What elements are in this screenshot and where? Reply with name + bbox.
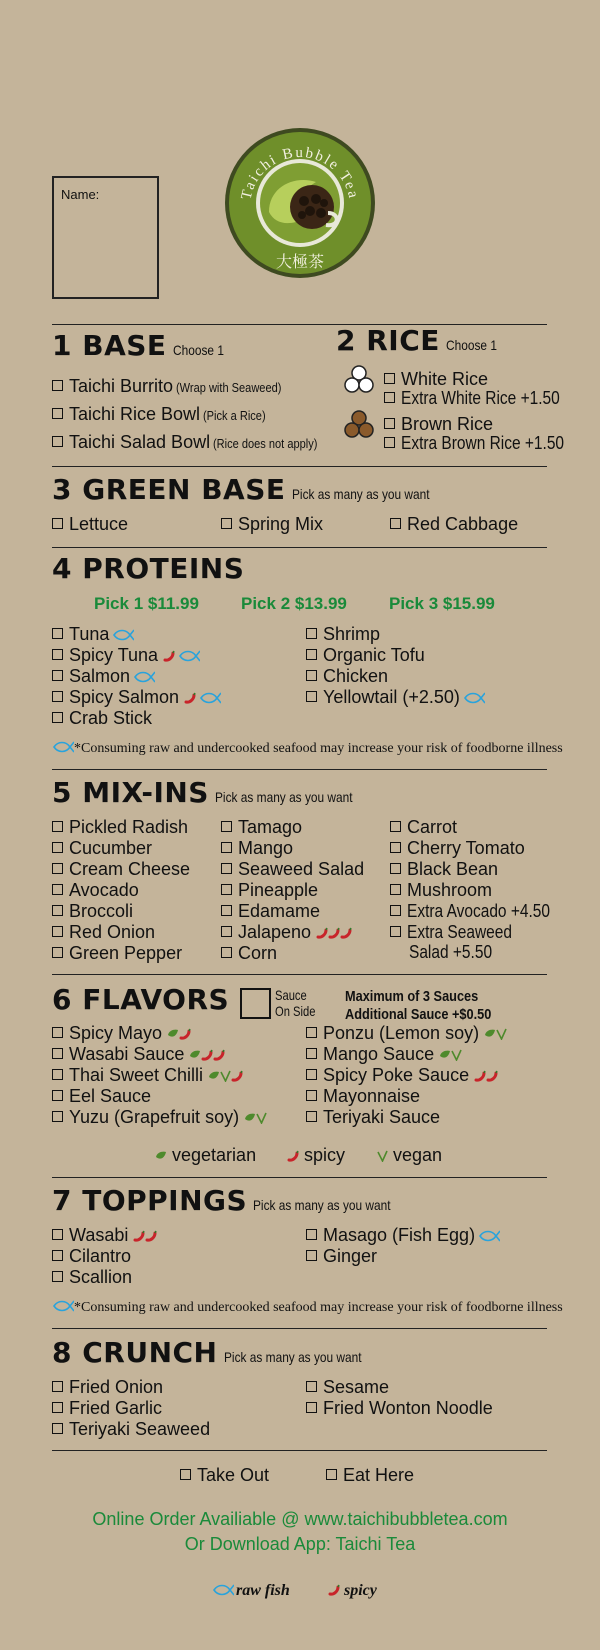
checkbox[interactable] [221,821,232,832]
checkbox[interactable] [390,518,401,529]
flavor-teriyaki-sauce[interactable]: Teriyaki Sauce [306,1107,440,1128]
divider [52,1177,547,1178]
checkbox[interactable] [306,649,317,660]
checkbox[interactable] [52,1048,63,1059]
mixin-item[interactable]: Carrot [390,817,457,838]
mixin-item[interactable]: Black Bean [390,859,498,880]
topping-ginger[interactable]: Ginger [306,1246,377,1267]
legend-spicy-footer: spicy [328,1582,377,1600]
checkbox[interactable] [221,842,232,853]
checkbox[interactable] [390,884,401,895]
mixin-item[interactable]: Avocado [52,880,139,901]
rice-option-brown[interactable]: Brown Rice [384,414,493,435]
vegetarian-icon [439,1049,451,1061]
checkbox[interactable] [306,1250,317,1261]
checkbox[interactable] [52,863,63,874]
mixin-item[interactable]: Tamago [221,817,302,838]
checkbox[interactable] [390,905,401,916]
mixin-item[interactable]: Cucumber [52,838,152,859]
mixin-item[interactable]: Seaweed Salad [221,859,364,880]
vegetarian-icon [244,1112,256,1124]
protein-tuna[interactable]: Tuna [52,624,134,645]
flavor-yuzu[interactable]: Yuzu (Grapefruit soy) [52,1107,267,1128]
chili-icon [328,1584,340,1596]
raw-fish-icon [112,629,134,641]
vegan-icon [377,1150,388,1162]
divider [52,547,547,548]
vegan-icon [451,1049,462,1061]
rice-option-extra-white[interactable]: Extra White Rice +1.50 [384,388,586,409]
seafood-warning: *Consuming raw and undercooked seafood may increase your risk of foodborne illness [52,741,563,757]
raw-fish-icon [212,1584,234,1596]
crunch-teriyaki-seaweed[interactable]: Teriyaki Seaweed [52,1419,210,1440]
section-rice-title: 2 RICE Choose 1 [336,324,497,357]
logo [224,127,376,279]
checkbox[interactable] [390,926,401,937]
name-field[interactable] [52,176,159,299]
protein-chicken[interactable]: Chicken [306,666,388,687]
protein-salmon[interactable]: Salmon [52,666,155,687]
flavor-thai-sweet-chilli[interactable]: Thai Sweet Chilli [52,1065,243,1086]
checkbox[interactable] [326,1469,337,1480]
checkbox[interactable] [52,436,63,447]
flavor-eel-sauce[interactable]: Eel Sauce [52,1086,151,1107]
legend-raw-fish: raw fish [212,1582,290,1600]
topping-cilantro[interactable]: Cilantro [52,1246,131,1267]
section-flavors-title: 6 FLAVORS [52,983,230,1016]
checkbox[interactable] [52,1250,63,1261]
checkbox[interactable] [306,691,317,702]
checkbox[interactable] [52,1423,63,1434]
raw-fish-icon [463,692,485,704]
mixin-item[interactable]: Mango [221,838,293,859]
protein-organic-tofu[interactable]: Organic Tofu [306,645,425,666]
sauce-limit-note: Maximum of 3 Sauces Additional Sauce +$0.50 [345,988,492,1023]
divider [52,974,547,975]
crunch-fried-garlic[interactable]: Fried Garlic [52,1398,162,1419]
checkbox[interactable] [306,1090,317,1101]
flavor-mayonnaise[interactable]: Mayonnaise [306,1086,420,1107]
green-option-spring-mix[interactable]: Spring Mix [221,514,323,535]
checkbox[interactable] [52,1090,63,1101]
topping-wasabi[interactable]: Wasabi [52,1225,157,1246]
checkbox[interactable] [52,926,63,937]
chili-icon [340,927,352,939]
online-order-text: Online Order Availiable @ www.taichibubbletea.com [92,1509,508,1529]
flavor-mango-sauce[interactable]: Mango Sauce [306,1044,462,1065]
logo-arc-text: Taichi Bubble Tea [238,144,362,202]
legend-spicy: spicy [287,1145,345,1166]
chili-icon [213,1049,225,1061]
checkbox[interactable] [221,884,232,895]
mixin-item[interactable]: Red Onion [52,922,155,943]
checkbox[interactable] [384,437,395,448]
logo-chinese-text: 大極茶 [275,252,325,271]
mixin-item[interactable]: Pickled Radish [52,817,188,838]
raw-fish-icon [178,650,200,662]
checkbox[interactable] [221,905,232,916]
vegetarian-icon [484,1028,496,1040]
raw-fish-icon [133,671,155,683]
divider [52,466,547,467]
protein-spicy-salmon[interactable]: Spicy Salmon [52,687,221,708]
price-pick-3: Pick 3 $15.99 [389,594,495,613]
taichi-logo-icon [224,127,376,279]
rice-option-white[interactable]: White Rice [384,369,488,390]
checkbox[interactable] [306,1069,317,1080]
protein-crab-stick[interactable]: Crab Stick [52,708,152,729]
checkbox[interactable] [52,1381,63,1392]
chili-icon [486,1070,498,1082]
vegan-icon [496,1028,507,1040]
app-download-text: Or Download App: Taichi Tea [184,1534,416,1554]
sauce-on-side-label: Sauce On Side [275,987,316,1019]
checkbox[interactable] [306,1229,317,1240]
mixin-item[interactable]: Pineapple [221,880,318,901]
checkbox[interactable] [52,1229,63,1240]
checkbox[interactable] [52,884,63,895]
checkbox[interactable] [52,408,63,419]
name-label: Name: [61,187,100,202]
divider [52,769,547,770]
chili-icon [287,1150,299,1162]
legend-vegan: vegan [377,1145,442,1166]
section-proteins-title: 4 PROTEINS [52,552,245,585]
checkbox[interactable] [52,518,63,529]
mixin-item-continued: Salad +5.50 [409,942,493,962]
checkbox[interactable] [306,628,317,639]
protein-yellowtail[interactable]: Yellowtail (+2.50) [306,687,485,708]
chili-icon [474,1070,486,1082]
checkbox[interactable] [52,691,63,702]
checkbox[interactable] [52,1027,63,1038]
checkbox[interactable] [52,628,63,639]
vegetarian-icon [208,1070,220,1082]
chili-icon [316,927,328,939]
checkbox[interactable] [390,842,401,853]
legend-vegetarian: vegetarian [155,1145,256,1166]
section-mixins-title: 5 MIX-INS Pick as many as you want [52,776,353,809]
topping-scallion[interactable]: Scallion [52,1267,132,1288]
checkbox[interactable] [52,712,63,723]
vegetarian-icon [189,1049,201,1061]
divider [52,1328,547,1329]
checkbox[interactable] [52,905,63,916]
flavor-spicy-mayo[interactable]: Spicy Mayo [52,1023,191,1044]
sauce-on-side-checkbox[interactable] [240,988,271,1019]
section-base-title: 1 BASE Choose 1 [52,329,224,362]
checkbox[interactable] [52,380,63,391]
divider [52,1450,547,1451]
base-option-burrito[interactable]: Taichi Burrito (Wrap with Seaweed) [52,376,300,398]
checkbox[interactable] [221,863,232,874]
chili-icon [184,692,196,704]
rice-option-extra-brown[interactable]: Extra Brown Rice +1.50 [384,433,591,454]
checkbox[interactable] [52,1271,63,1282]
checkbox[interactable] [384,392,395,403]
mixin-item[interactable]: Green Pepper [52,943,182,964]
eat-here-option[interactable]: Eat Here [326,1465,414,1486]
mixin-item[interactable]: Edamame [221,901,320,922]
mixin-item[interactable]: Extra Seaweed [390,922,529,943]
checkbox[interactable] [52,947,63,958]
crunch-sesame[interactable]: Sesame [306,1377,389,1398]
mixin-item[interactable]: Extra Avocado +4.50 [390,901,573,922]
mixin-item[interactable]: Corn [221,943,277,964]
section-green-base-title: 3 GREEN BASE Pick as many as you want [52,473,430,506]
chili-icon [231,1070,243,1082]
chili-icon [201,1049,213,1061]
checkbox[interactable] [306,1027,317,1038]
vegan-icon [256,1112,267,1124]
mixin-item[interactable]: Jalapeno [221,922,352,943]
checkbox[interactable] [180,1469,191,1480]
checkbox[interactable] [52,1069,63,1080]
mixin-item[interactable]: Mushroom [390,880,492,901]
raw-fish-icon [199,692,221,704]
checkbox[interactable] [306,1048,317,1059]
section-toppings-title: 7 TOPPINGS Pick as many as you want [52,1184,391,1217]
raw-fish-icon [478,1230,500,1242]
checkbox[interactable] [52,1111,63,1122]
checkbox[interactable] [52,842,63,853]
flavor-wasabi-sauce[interactable]: Wasabi Sauce [52,1044,225,1065]
brown-rice-icon [344,409,374,439]
seafood-warning: *Consuming raw and undercooked seafood may increase your risk of foodborne illness [52,1300,563,1316]
checkbox[interactable] [384,373,395,384]
white-rice-icon [344,364,374,394]
mixin-item[interactable]: Cream Cheese [52,859,190,880]
mixin-item[interactable]: Broccoli [52,901,133,922]
checkbox[interactable] [384,418,395,429]
checkbox[interactable] [52,1402,63,1413]
section-crunch-title: 8 CRUNCH Pick as many as you want [52,1336,362,1369]
take-out-option[interactable]: Take Out [180,1465,269,1486]
chili-icon [163,650,175,662]
base-option-salad-bowl[interactable]: Taichi Salad Bowl (Rice does not apply) [52,432,336,454]
checkbox[interactable] [221,926,232,937]
checkbox[interactable] [221,518,232,529]
chili-icon [145,1230,157,1242]
crunch-fried-wonton-noodle[interactable]: Fried Wonton Noodle [306,1398,493,1419]
green-option-red-cabbage[interactable]: Red Cabbage [390,514,518,535]
checkbox[interactable] [221,947,232,958]
vegetarian-icon [155,1150,167,1162]
checkbox[interactable] [390,863,401,874]
mixin-item[interactable]: Cherry Tomato [390,838,525,859]
checkbox[interactable] [306,1111,317,1122]
chili-icon [328,927,340,939]
protein-spicy-tuna[interactable]: Spicy Tuna [52,645,200,666]
checkbox[interactable] [306,1402,317,1413]
vegetarian-icon [167,1028,179,1040]
vegan-icon [220,1070,231,1082]
checkbox[interactable] [52,670,63,681]
raw-fish-icon [52,741,74,753]
checkbox[interactable] [390,821,401,832]
checkbox[interactable] [306,1381,317,1392]
checkbox[interactable] [306,670,317,681]
base-option-rice-bowl[interactable]: Taichi Rice Bowl (Pick a Rice) [52,404,277,426]
checkbox[interactable] [52,649,63,660]
price-pick-2: Pick 2 $13.99 [241,594,347,613]
flavor-ponzu[interactable]: Ponzu (Lemon soy) [306,1023,507,1044]
raw-fish-icon [52,1300,74,1312]
protein-shrimp[interactable]: Shrimp [306,624,380,645]
checkbox[interactable] [52,821,63,832]
price-pick-1: Pick 1 $11.99 [94,594,199,613]
flavor-spicy-poke-sauce[interactable]: Spicy Poke Sauce [306,1065,498,1086]
chili-icon [179,1028,191,1040]
crunch-fried-onion[interactable]: Fried Onion [52,1377,163,1398]
topping-masago[interactable]: Masago (Fish Egg) [306,1225,500,1246]
green-option-lettuce[interactable]: Lettuce [52,514,128,535]
chili-icon [133,1230,145,1242]
